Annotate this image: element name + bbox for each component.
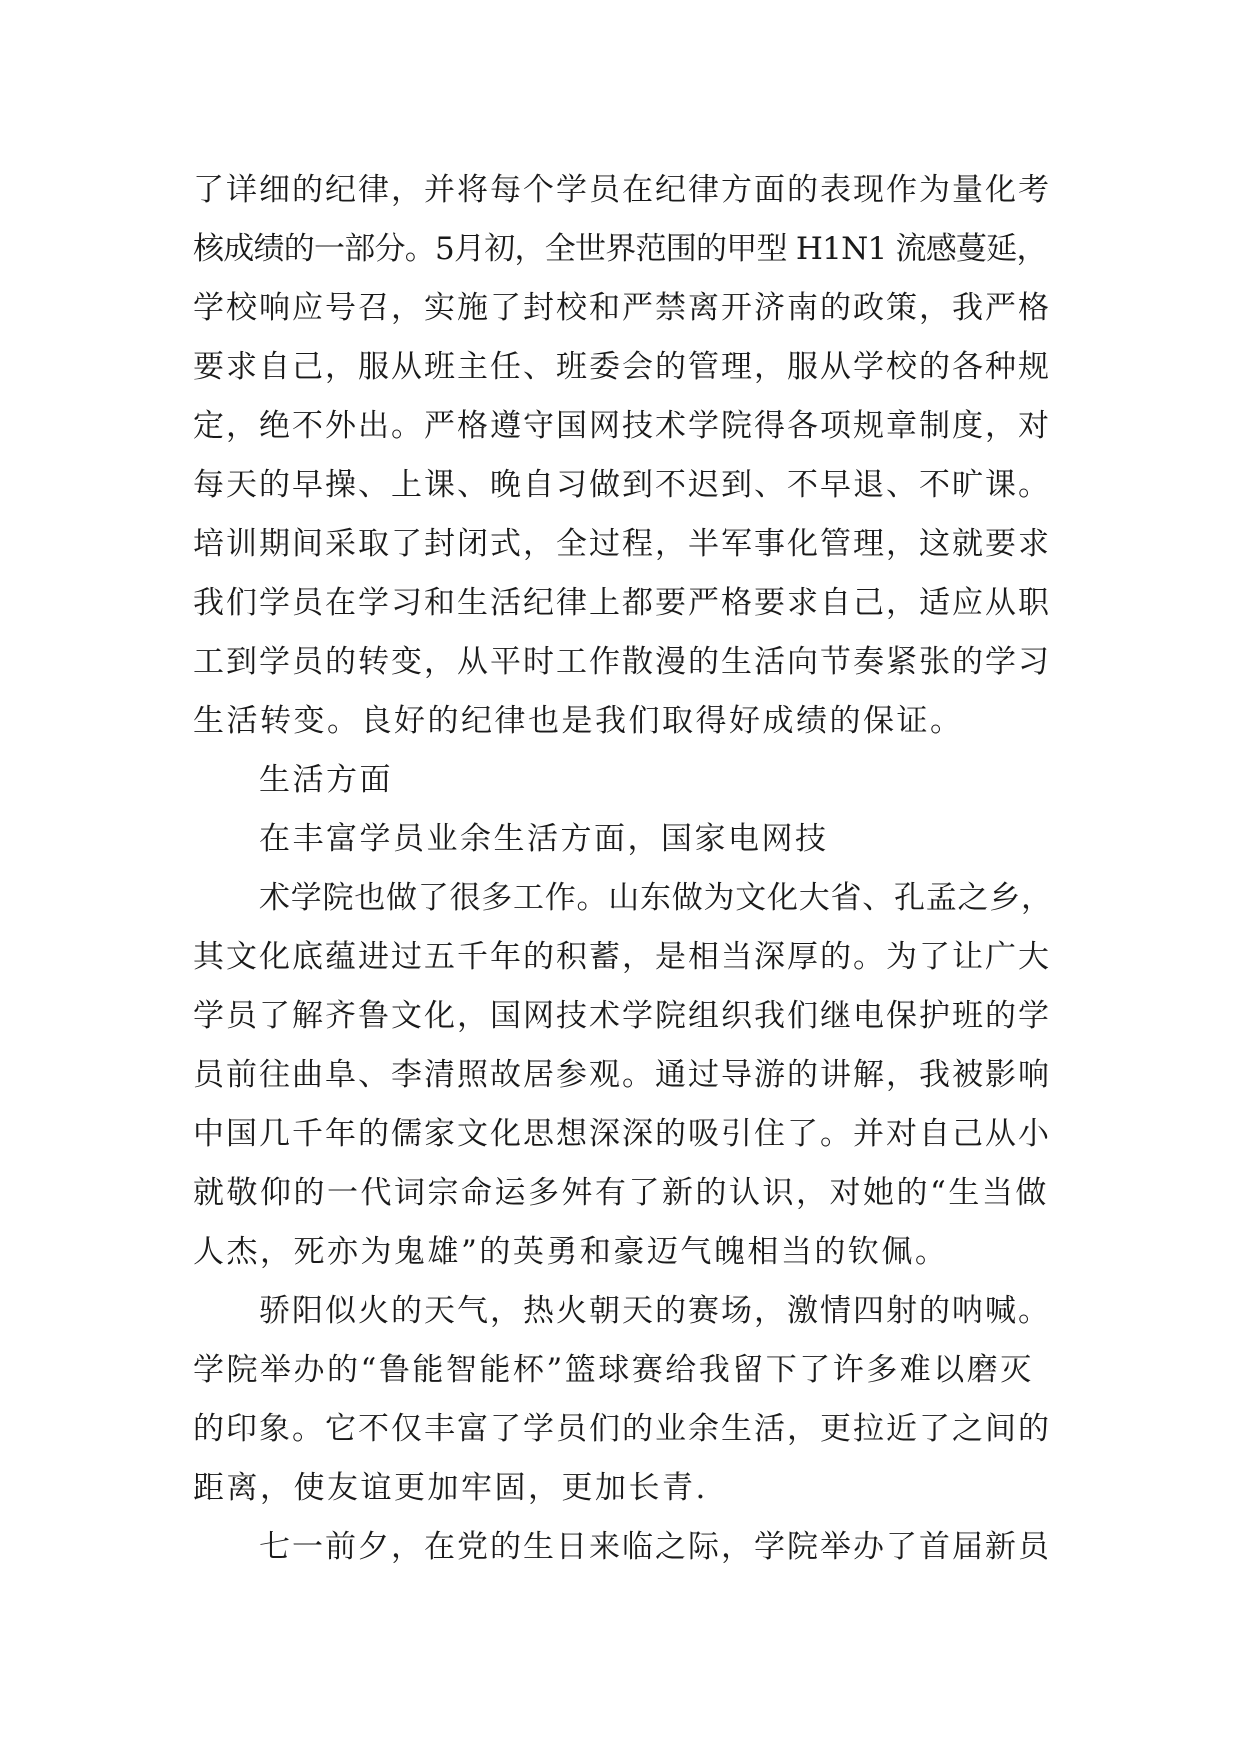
text-line: 核成绩的一部分。5月初，全世界范围的甲型 H1N1 流感蔓延， [193, 231, 1047, 267]
text-line: 员前往曲阜、李清照故居参观。通过导游的讲解，我被影响 [193, 1057, 1051, 1093]
text-line: 每天的早操、上课、晚自习做到不迟到、不早退、不旷课。 [193, 467, 1051, 503]
text-line: 的印象。它不仅丰富了学员们的业余生活，更拉近了之间的 [193, 1411, 1051, 1447]
text-line: 学员了解齐鲁文化，国网技术学院组织我们继电保护班的学 [193, 998, 1051, 1034]
text-line: 其文化底蕴进过五千年的积蓄，是相当深厚的。为了让广大 [193, 939, 1051, 975]
body-text [193, 161, 1053, 1577]
text-line: 定，绝不外出。严格遵守国网技术学院得各项规章制度，对 [193, 408, 1051, 444]
text-line: 生活转变。良好的纪律也是我们取得好成绩的保证。 [193, 703, 964, 739]
text-line: 七一前夕，在党的生日来临之际，学院举办了首届新员 [259, 1529, 1051, 1565]
text-line: 在丰富学员业余生活方面，国家电网技 [259, 821, 829, 857]
text-line: 要求自己，服从班主任、班委会的管理，服从学校的各种规 [193, 349, 1051, 385]
text-line: 学院举办的“鲁能智能杯”篮球赛给我留下了许多难以磨灭 [193, 1352, 1034, 1388]
text-line: 我们学员在学习和生活纪律上都要严格要求自己，适应从职 [193, 585, 1051, 621]
text-line: 中国几千年的儒家文化思想深深的吸引住了。并对自己从小 [193, 1116, 1051, 1152]
text-line: 工到学员的转变，从平时工作散漫的生活向节奏紧张的学习 [193, 644, 1051, 680]
text-line: 培训期间采取了封闭式，全过程，半军事化管理，这就要求 [193, 526, 1051, 562]
text-line: 学校响应号召，实施了封校和严禁离开济南的政策，我严格 [193, 290, 1051, 326]
text-line: 人杰，死亦为鬼雄”的英勇和豪迈气魄相当的钦佩。 [193, 1234, 949, 1270]
text-line: 术学院也做了很多工作。山东做为文化大省、孔孟之乡， [259, 880, 1053, 916]
text-line: 就敬仰的一代词宗命运多舛有了新的认识，对她的“生当做 [193, 1175, 1049, 1211]
text-line: 骄阳似火的天气，热火朝天的赛场，激情四射的呐喊。 [259, 1293, 1051, 1329]
text-line: 生活方面 [259, 762, 393, 798]
text-line: 距离，使友谊更加牢固，更加长青. [193, 1470, 708, 1506]
text-line: 了详细的纪律，并将每个学员在纪律方面的表现作为量化考 [193, 172, 1051, 208]
